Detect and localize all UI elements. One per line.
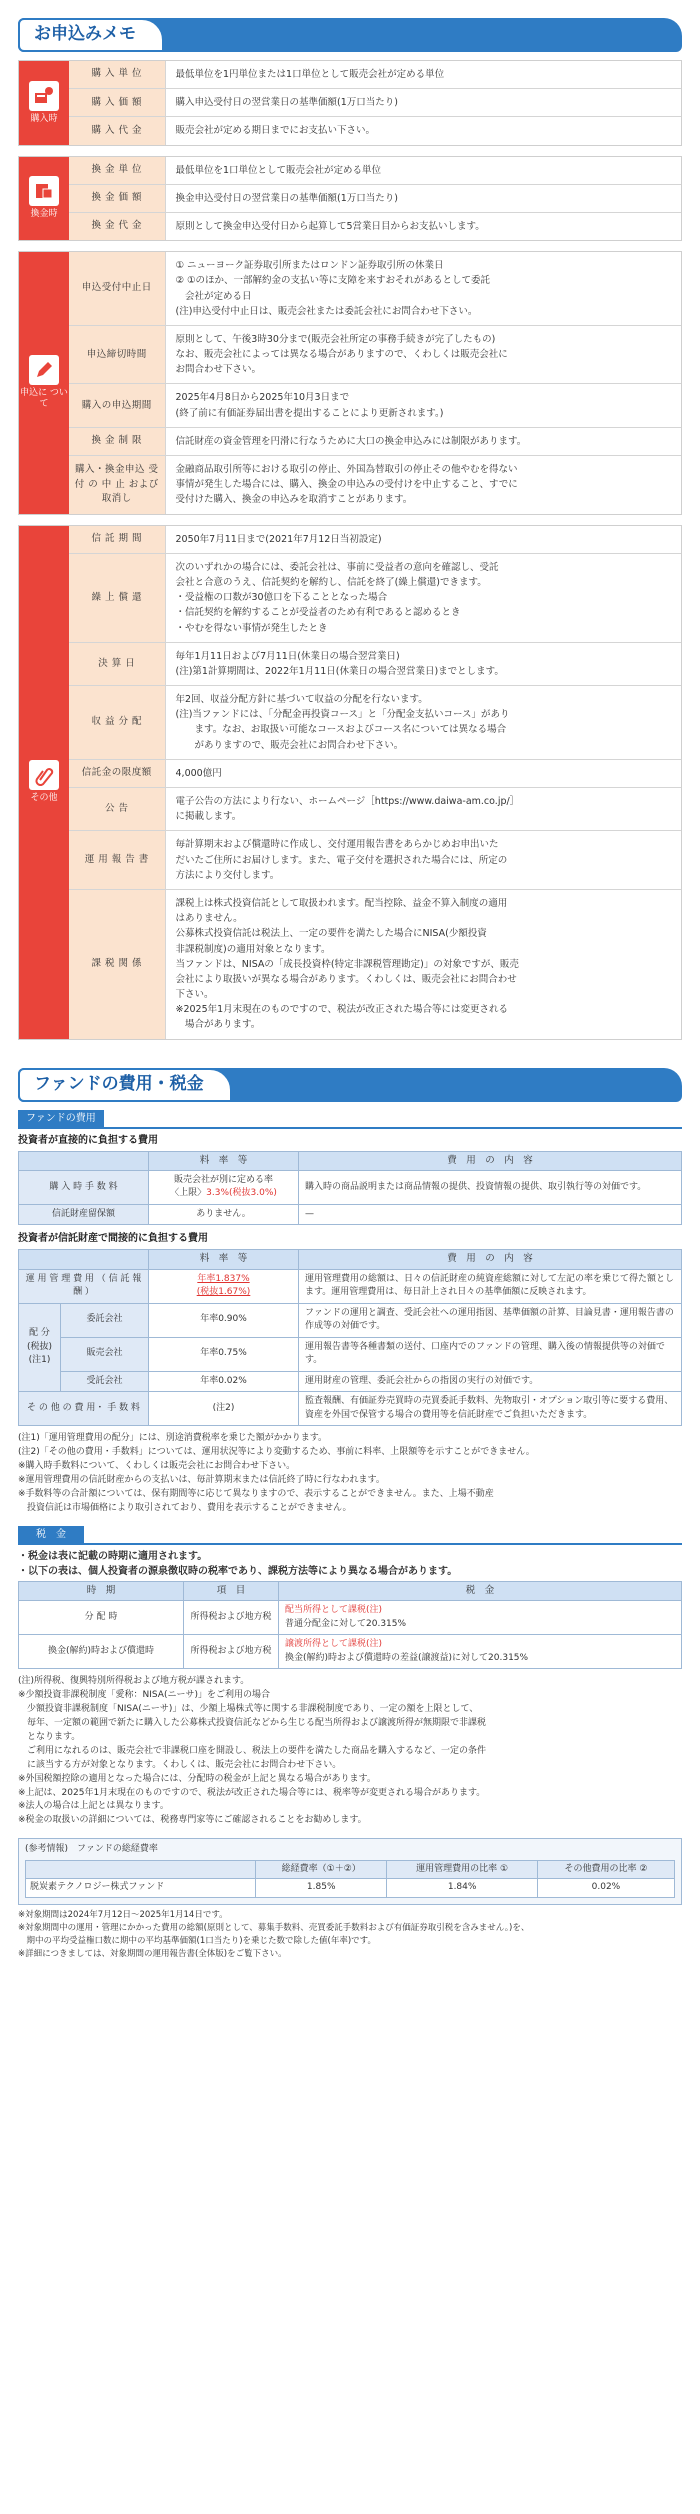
- indirect-cost-table: [18, 1249, 682, 1426]
- memo-key: 購入・換金申込 受 付 の 中 止 および取消し: [69, 456, 165, 514]
- mgmt-fee-rate: 年率1.837%: [197, 1273, 250, 1284]
- memo-row: [69, 427, 681, 455]
- memo-value-line: 事情が発生した場合には、購入、換金の申込みの受付けを中止すること、すでに: [175, 479, 518, 491]
- memo-block-exchange: [18, 156, 682, 242]
- direct-cost-content: —: [299, 1204, 682, 1225]
- memo-side-label: 購入時: [30, 113, 58, 124]
- memo-value-line: 年2回、収益分配方針に基づいて収益の分配を行ないます。: [175, 694, 428, 706]
- note-line: ※外国税額控除の適用となった場合には、分配時の税金が上記と異なる場合があります。: [18, 1773, 376, 1784]
- note-line: 少額投資非課税制度「NISA(ニーサ)」は、少額上場株式等に関する非課税制度であり、一定の額を上限として、: [18, 1703, 479, 1714]
- tax-col-tax: 税 金: [279, 1581, 682, 1600]
- mgmt-fee-content: 運用管理費用の総額は、日々の信託財産の純資産総額に対して左記の率を乗じて得た額とします。運用管理費用は、毎日計上され日々の基準価額に反映されます。: [299, 1269, 682, 1303]
- memo-value-line: 次のいずれかの場合には、委託会社は、事前に受益者の意向を確認し、受託: [175, 561, 499, 573]
- table-row: [19, 1371, 682, 1392]
- expense-ratio-notes: [18, 1909, 682, 1962]
- col-content: 費 用 の 内 容: [299, 1151, 682, 1170]
- table-row: [19, 1269, 682, 1303]
- memo-value-line: 会社と合意のうえ、信託契約を解約し、信託を終了(繰上償還)できます。: [175, 576, 487, 588]
- table-row: [19, 1392, 682, 1426]
- memo-value-line: 4,000億円: [175, 767, 222, 779]
- memo-row: [69, 788, 681, 831]
- memo-value-line: 下さい。: [175, 989, 214, 1001]
- indirect-cost-title: 投資者が信託財産で間接的に負担する費用: [18, 1233, 208, 1245]
- memo-value-line: ・やむを得ない事情が発生したとき: [175, 622, 328, 634]
- memo-row: [69, 553, 681, 642]
- memo-value-line: なお、販売会社によっては異なる場合がありますので、くわしくは販売会社に: [175, 349, 508, 361]
- note-line: ※購入時手数料について、くわしくは販売会社にお問合わせ下さい。: [18, 1461, 296, 1471]
- memo-table-exchange: [69, 157, 681, 241]
- memo-value-line: 2025年4月8日から2025年10月3日まで: [175, 392, 350, 404]
- note-line: ※手数料等の合計額については、保有期間等に応じて異なりますので、表示することができません。また、上場不動産: [18, 1488, 494, 1499]
- other-fee-content: 監査報酬、有価証券売買時の売買委託手数料、先物取引・オプション取引等に要する費用、資産を外国で保管する場合の費用等を信託財産でご負担いただきます。: [299, 1392, 682, 1426]
- note-line: ※対象期間中の運用・管理にかかった費用の総額(原則として、募集手数料、売買委託手数料および有価証券取引税を含みません。)を、: [18, 1922, 530, 1933]
- note-line: (注1)「運用管理費用の配分」には、別途消費税率を乗じた額がかかります。: [18, 1433, 328, 1444]
- fee-notes: [18, 1432, 682, 1516]
- memo-row: [69, 384, 681, 427]
- alloc-label: 配 分 (税抜) (注1): [19, 1303, 61, 1392]
- note-line: ※運用管理費用の信託財産からの支払いは、毎計算期末または信託終了時に行なわれます。: [18, 1474, 385, 1485]
- memo-block-application: [18, 251, 682, 514]
- memo-value-line: 金融商品取引所等における取引の停止、外国為替取引の停止その他やむを得ない: [175, 464, 518, 475]
- alloc-content: ファンドの運用と調査、受託会社への運用指図、基準価額の計算、目論見書・運用報告書の作成等の対価です。: [299, 1303, 682, 1337]
- table-row: 購 入 時 手 数 料 販売会社が別に定める率 〈上限〉3.3%(税抜3.0%) 購入時の商品説明または商品情報の提供、投資情報の提供、取引執行等の対価です。: [19, 1170, 682, 1204]
- memo-row: [69, 456, 681, 514]
- memo-block-purchase: [18, 60, 682, 146]
- memo-side-label: その他: [30, 792, 58, 803]
- alloc-rate: 年率0.90%: [149, 1303, 299, 1337]
- memo-key: 購 入 代 金: [69, 117, 165, 145]
- tax-bullet: ・税金は表に記載の時期に適用されます。: [18, 1550, 208, 1562]
- memo-value-line: 毎計算期末および償還時に作成し、交付運用報告書をあらかじめお申出いた: [175, 839, 499, 851]
- tax-table: [18, 1581, 682, 1669]
- memo-side-label: 換金時: [30, 209, 58, 220]
- note-line: に該当する方が対象となります。くわしくは、販売会社にお問合わせ下さい。: [18, 1759, 342, 1770]
- memo-value-line: 当ファンドは、NISAの「成長投資枠(特定非課税管理勘定)」の対象ですが、販売: [175, 958, 519, 970]
- alloc-content: 運用財産の管理、委託会社からの指図の実行の対価です。: [299, 1371, 682, 1392]
- memo-value-line: がありますので、販売会社にお問合わせ下さい。: [175, 739, 404, 751]
- memo-value-line: 販売会社が定める期日までにお支払い下さい。: [175, 125, 376, 137]
- memo-value-line: ※2025年1月末現在のものですので、税法が改正された場合等には変更される: [175, 1004, 508, 1016]
- memo-key: 繰 上 償 還: [69, 553, 165, 642]
- memo-value-line: 会社により取扱いが異なる場合があります。くわしくは、販売会社にお問合わせ: [175, 973, 517, 985]
- tax-col-period: 時 期: [19, 1581, 184, 1600]
- alloc-content: 運用報告書等各種書類の送付、口座内でのファンドの管理、購入後の情報提供等の対価です。: [299, 1337, 682, 1371]
- memo-value-line: 方法により交付します。: [175, 869, 280, 881]
- note-line: ご利用になれるのは、販売会社で非課税口座を開設し、税法上の要件を満たした商品を購入するなど、一定の条件: [18, 1745, 487, 1756]
- table-row: 信託財産留保額 ありません。 —: [19, 1204, 682, 1225]
- memo-key: 公 告: [69, 788, 165, 831]
- memo-value-line: 原則として換金申込受付日から起算して5営業日目からお支払いします。: [175, 220, 485, 232]
- direct-cost-content: 購入時の商品説明または商品情報の提供、投資情報の提供、取引執行等の対価です。: [299, 1170, 682, 1204]
- memo-row: [69, 686, 681, 760]
- memo-value-line: 信託財産の資金管理を円滑に行なうために大口の換金申込みには制限があります。: [175, 435, 527, 447]
- table-row: [19, 1303, 682, 1337]
- alloc-name: 販売会社: [61, 1337, 149, 1371]
- memo-value-line: ① ニューヨーク証券取引所またはロンドン証券取引所の休業日: [175, 260, 444, 272]
- alloc-name: 委託会社: [61, 1303, 149, 1337]
- memo-value-line: 購入申込受付日の翌営業日の基準価額(1万口当たり): [175, 97, 398, 109]
- fund-name: 脱炭素テクノロジー株式ファンド: [26, 1879, 256, 1898]
- memo-block-other: [18, 525, 682, 1040]
- memo-row: [69, 759, 681, 787]
- note-line: ※上記は、2025年1月末現在のものですので、税法が改正された場合等には、税率等が変更される場合があります。: [18, 1787, 486, 1798]
- memo-value-line: (注)当ファンドには、「分配金再投資コース」と「分配金支払いコース」があり: [175, 709, 510, 721]
- memo-value-line: お問合わせ下さい。: [175, 364, 262, 376]
- memo-value-line: 毎年1月11日および7月11日(休業日の場合翌営業日): [175, 650, 400, 662]
- memo-key: 購 入 単 位: [69, 61, 165, 89]
- note-line: (注)所得税、復興特別所得税および地方税が課されます。: [18, 1676, 250, 1686]
- direct-cost-label: 信託財産留保額: [19, 1204, 149, 1225]
- memo-value-line: (注)申込受付中止日は、販売会社または委託会社にお問合わせ下さい。: [175, 305, 478, 317]
- memo-row: [69, 157, 681, 185]
- memo-row: [69, 889, 681, 1038]
- memo-key: 申込受付中止日: [69, 252, 165, 325]
- exchange-icon: [29, 176, 59, 206]
- alloc-rate: 年率0.75%: [149, 1337, 299, 1371]
- memo-value-line: ・受益権の口数が30億口を下ることとなった場合: [175, 592, 388, 604]
- memo-side-label: 申込に ついて: [20, 388, 68, 410]
- other-fee-label: そ の 他 の 費 用・ 手 数 料: [19, 1392, 149, 1426]
- col-content: 費 用 の 内 容: [299, 1250, 682, 1269]
- purchase-icon: [29, 81, 59, 111]
- memo-value-line: 公募株式投資信託は税法上、一定の要件を満たした場合にNISA(少額投資: [175, 928, 487, 940]
- note-line: (注2)「その他の費用・手数料」については、運用状況等により変動するため、事前に料率、上限額等を示すことができません。: [18, 1447, 535, 1458]
- mgmt-fee-rate-ex-tax: (税抜1.67%): [196, 1287, 251, 1298]
- memo-key: 収 益 分 配: [69, 686, 165, 760]
- memo-key: 信託金の限度額: [69, 759, 165, 787]
- memo-row: [69, 212, 681, 240]
- memo-value-line: (終了前に有価証券届出書を提出することにより更新されます。): [175, 407, 444, 419]
- memo-value-line: 電子公告の方法により行ない、ホームページ［https://www.daiwa-am.co.jp/］: [175, 796, 520, 807]
- memo-table-purchase: [69, 61, 681, 145]
- memo-value-line: ・信託契約を解約することが受益者のため有利であると認めるとき: [175, 607, 461, 619]
- memo-title: お申込みメモ: [34, 24, 136, 45]
- other-fee-rate: (注2): [149, 1392, 299, 1426]
- expense-ratio-table: 総経費率（①＋②） 運用管理費用の比率 ① その他費用の比率 ② 脱炭素テクノロジー株式ファンド 1.85% 1.84% 0.02%: [25, 1860, 675, 1898]
- memo-key: 換 金 単 位: [69, 157, 165, 185]
- expense-ratio-title: (参考情報) ファンドの総経費率: [25, 1844, 158, 1855]
- fees-banner: [18, 1068, 682, 1102]
- mgmt-fee-label: 運 用 管 理 費 用 （ 信 託 報 酬 ）: [19, 1269, 149, 1303]
- memo-row: [69, 252, 681, 325]
- memo-row: [69, 89, 681, 117]
- memo-value-line: 最低単位を1円単位または1口単位として販売会社が定める単位: [175, 69, 445, 80]
- fees-title: ファンドの費用・税金: [34, 1073, 204, 1094]
- note-line: ※少額投資非課税制度「愛称：NISA(ニーサ)」をご利用の場合: [18, 1689, 270, 1700]
- memo-row: [69, 831, 681, 890]
- note-line: 毎年、一定額の範囲で新たに購入した公募株式投資信託などから生じる配当所得および譲渡所得が無期限で非課税: [18, 1717, 487, 1728]
- note-line: ※法人の場合は上記とは異なります。: [18, 1801, 169, 1812]
- memo-key: 運 用 報 告 書: [69, 831, 165, 890]
- memo-value-line: はありません。: [175, 913, 243, 925]
- note-line: 投資信託は市場価格により取引されており、費用を表示することができません。: [18, 1502, 352, 1513]
- fees-section-label: ファンドの費用: [18, 1110, 104, 1127]
- memo-row: [69, 117, 681, 145]
- memo-key: 決 算 日: [69, 642, 165, 685]
- note-line: 期中の平均受益権口数に期中の平均基準価額(1口当たり)を乗じた数で除した値(年率)です。: [18, 1936, 376, 1947]
- memo-value-line: ② ①のほか、一部解約金の支払い等に支障を来すおそれがあるとして委託: [175, 275, 491, 287]
- pen-icon: [29, 355, 59, 385]
- note-line: となります。: [18, 1731, 81, 1742]
- memo-table-other: [69, 526, 681, 1039]
- expense-ratio-box: [18, 1838, 682, 1905]
- memo-value-line: 換金申込受付日の翌営業日の基準価額(1万口当たり): [175, 192, 398, 204]
- mgmt-expense-ratio: 1.84%: [387, 1879, 537, 1898]
- memo-row: [69, 526, 681, 554]
- other-expense-ratio: 0.02%: [537, 1879, 674, 1898]
- memo-row: [69, 325, 681, 384]
- memo-value-line: だいたご住所にお届けします。また、電子交付を選択された場合には、所定の: [175, 854, 508, 866]
- memo-key: 換 金 制 限: [69, 427, 165, 455]
- memo-row: [69, 184, 681, 212]
- memo-key: 購入の申込期間: [69, 384, 165, 427]
- memo-value-line: 非課税制度)の適用対象となります。: [175, 943, 331, 955]
- paperclip-icon: [29, 760, 59, 790]
- total-expense-ratio: 1.85%: [256, 1879, 387, 1898]
- table-row: 換金(解約)時および償還時 所得税および地方税 譲渡所得として課税(注) 換金(解約)時および償還時の差益(譲渡益)に対して20.315%: [19, 1635, 682, 1669]
- table-row: [19, 1337, 682, 1371]
- direct-cost-table: [18, 1151, 682, 1226]
- memo-row: [69, 61, 681, 89]
- note-line: ※詳細につきましては、対象期間の運用報告書(全体版)をご覧下さい。: [18, 1949, 287, 1960]
- tax-bullet: ・以下の表は、個人投資者の源泉徴収時の税率であり、課税方法等により異なる場合があります。: [18, 1565, 458, 1577]
- col-rate: 料 率 等: [149, 1151, 299, 1170]
- memo-key: 課 税 関 係: [69, 889, 165, 1038]
- memo-row: [69, 642, 681, 685]
- memo-value-line: 2050年7月11日まで(2021年7月12日当初設定): [175, 533, 382, 545]
- memo-value-line: 場合があります。: [175, 1019, 261, 1031]
- tax-col-item: 項 目: [184, 1581, 279, 1600]
- memo-value-line: 原則として、午後3時30分まで(販売会社所定の事務手続きが完了したもの): [175, 333, 496, 345]
- note-line: ※税金の取扱いの詳細については、税務専門家等にご確認されることをお勧めします。: [18, 1815, 367, 1826]
- memo-key: 購 入 価 額: [69, 89, 165, 117]
- alloc-name: 受託会社: [61, 1371, 149, 1392]
- memo-value-line: ます。なお、お取扱い可能なコースおよびコース名については異なる場合: [175, 724, 507, 736]
- alloc-rate: 年率0.02%: [149, 1371, 299, 1392]
- memo-value-line: に掲載します。: [175, 811, 242, 823]
- table-row: 分 配 時 所得税および地方税 配当所得として課税(注) 普通分配金に対して20.315%: [19, 1601, 682, 1635]
- table-row: [26, 1879, 675, 1898]
- memo-value-line: 最低単位を1口単位として販売会社が定める単位: [175, 164, 382, 176]
- direct-cost-label: 購 入 時 手 数 料: [19, 1170, 149, 1204]
- tax-section-label: 税 金: [18, 1526, 84, 1543]
- memo-key: 申込締切時間: [69, 325, 165, 384]
- memo-key: 信 託 期 間: [69, 526, 165, 554]
- memo-key: 換 金 代 金: [69, 212, 165, 240]
- memo-table-application: [69, 252, 681, 513]
- memo-value-line: 会社が定める日: [175, 290, 252, 302]
- col-rate: 料 率 等: [149, 1250, 299, 1269]
- note-line: ※対象期間は2024年7月12日～2025年1月14日です。: [18, 1909, 228, 1920]
- direct-cost-title: 投資者が直接的に負担する費用: [18, 1134, 158, 1146]
- memo-banner: [18, 18, 682, 52]
- memo-value-line: 受付けた購入、換金の申込みを取消すことがあります。: [175, 494, 413, 506]
- memo-value-line: 課税上は株式投資信託として取扱われます。配当控除、益金不算入制度の適用: [175, 897, 508, 909]
- tax-notes: [18, 1675, 682, 1828]
- memo-key: 換 金 価 額: [69, 184, 165, 212]
- memo-value-line: (注)第1計算期間は、2022年1月11日(休業日の場合翌営業日)までとします。: [175, 665, 504, 677]
